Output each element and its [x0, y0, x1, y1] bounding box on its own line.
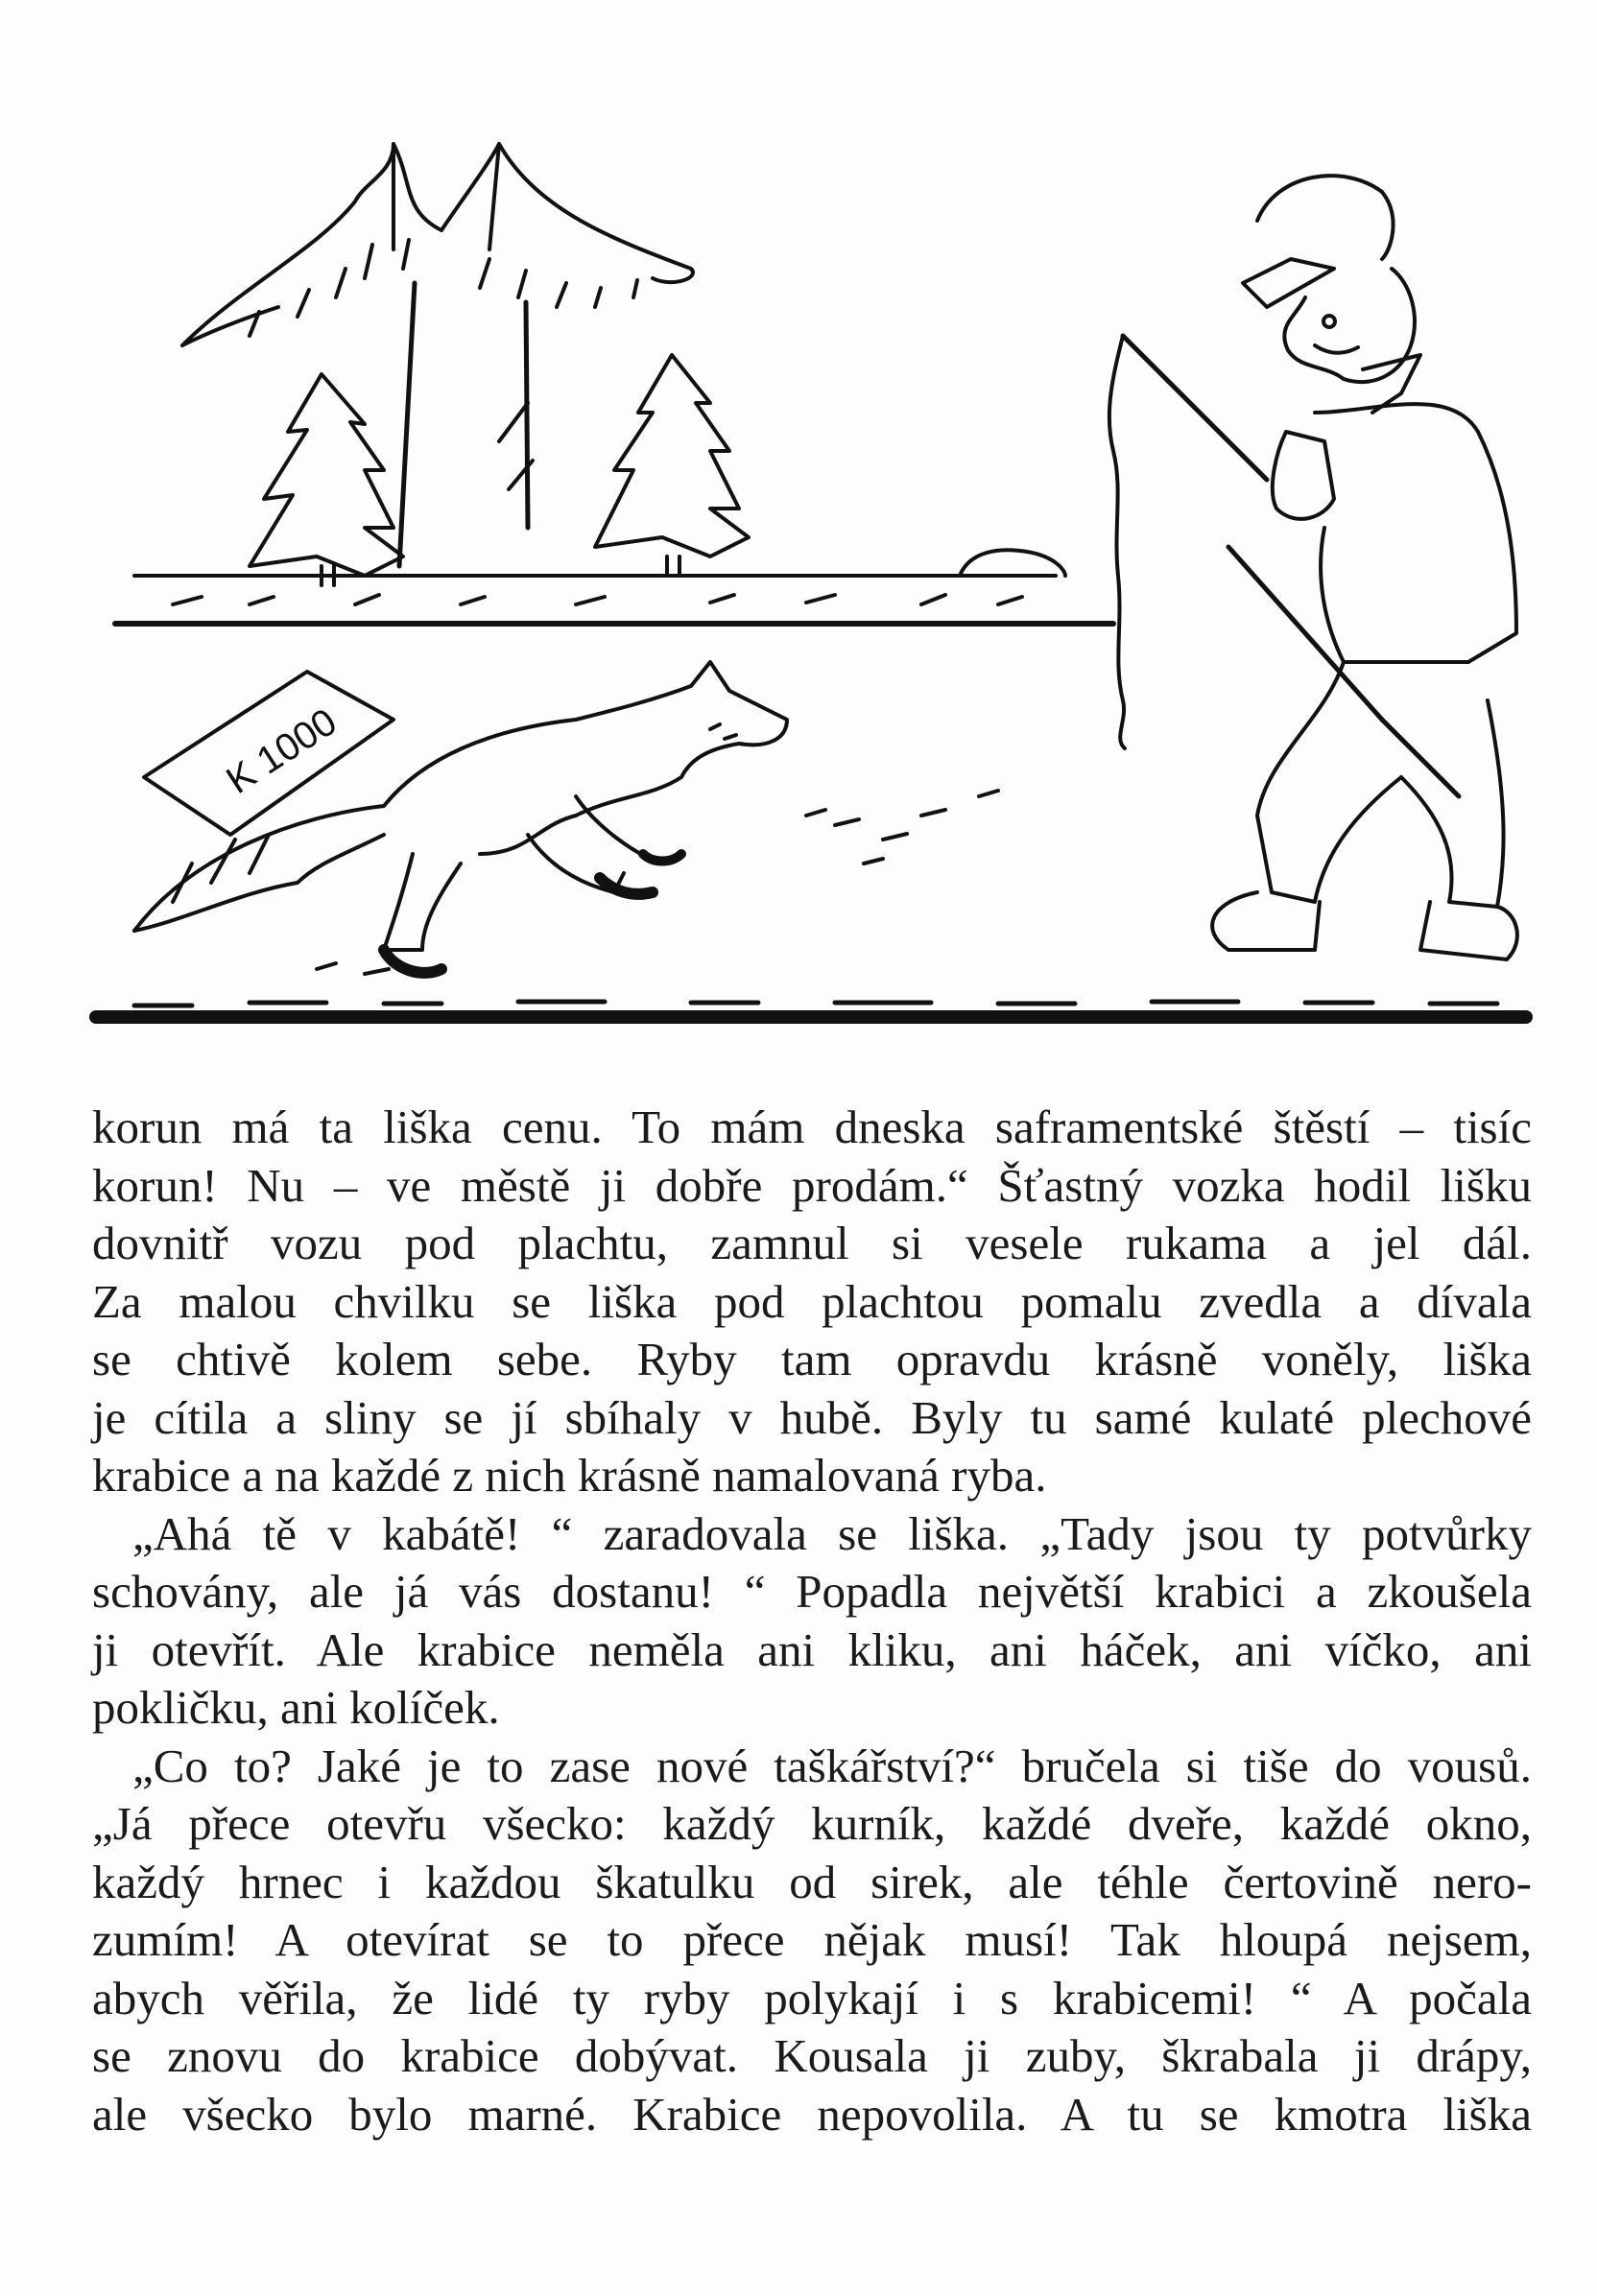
text-line: se chtivě kolem sebe. Ryby tam opravdu krásně voněly, liška: [92, 1333, 1532, 1385]
ground-lines: [115, 550, 1113, 624]
text-line: abych věřila, že lidé ty ryby polykají i s krabicemi! “ A počala: [92, 1971, 1532, 2024]
text-line: zumím! A otevírat se to přece nějak musí! Tak hloupá nejsem,: [92, 1913, 1532, 1966]
story-text: [92, 1099, 1532, 2143]
text-line: je cítila a sliny se jí sbíhaly v hubě. Byly tu samé kulaté plechové: [92, 1390, 1532, 1444]
hunter-icon: [1212, 176, 1517, 959]
fox-icon: [134, 662, 998, 974]
text-line: každý hrnec i každou škatulku od sirek, ale téhle čertovině nero-: [92, 1855, 1532, 1908]
text-line: korun má ta liška cenu. To mám dneska saframentské štěstí – tisíc: [92, 1101, 1532, 1153]
text-line: ale všecko bylo marné. Krabice nepovolila. A tu se kmotra liška: [92, 2087, 1532, 2141]
spruce-tree-icon: [595, 355, 749, 576]
text-line: „Ahá tě v kabátě! “ zaradovala se liška. „Tady jsou ty potvůrky: [132, 1506, 1532, 1560]
price-sign-text: K 1000: [219, 700, 345, 803]
text-line: korun! Nu – ve městě ji dobře prodám.“ Šťastný vozka hodil lišku: [92, 1158, 1532, 1212]
text-line: schovány, ale já vás dostanu! “ Popadla největší krabici a zkoušela: [92, 1565, 1532, 1618]
text-line: se znovu do krabice dobývat. Kousala ji zuby, škrabala ji drápy,: [92, 2029, 1532, 2082]
text-line: pokličku, ani kolíček.: [92, 1681, 500, 1734]
text-line: „Já přece otevřu všecko: každý kurník, každé dveře, každé okno,: [92, 1797, 1532, 1850]
ground-band: [96, 1002, 1526, 1017]
text-line: Za malou chvilku se liška pod plachtou pomalu zvedla a dívala: [92, 1274, 1532, 1328]
fishing-rod-icon: [1109, 336, 1267, 748]
text-line: krabice a na každé z nich krásně namalovaná ryba.: [92, 1449, 1047, 1502]
fox-and-hunter-illustration: [77, 125, 1536, 1027]
text-line: „Co to? Jaké je to zase nové taškářství?“ bručela si tiše do vousů.: [132, 1739, 1532, 1792]
spruce-tree-icon: [250, 374, 403, 585]
text-line: dovnitř vozu pod plachtu, zamnul si vesele rukama a jel dál.: [92, 1217, 1532, 1269]
text-line: ji otevřít. Ale krabice neměla ani kliku, ani háček, ani víčko, ani: [92, 1622, 1532, 1676]
